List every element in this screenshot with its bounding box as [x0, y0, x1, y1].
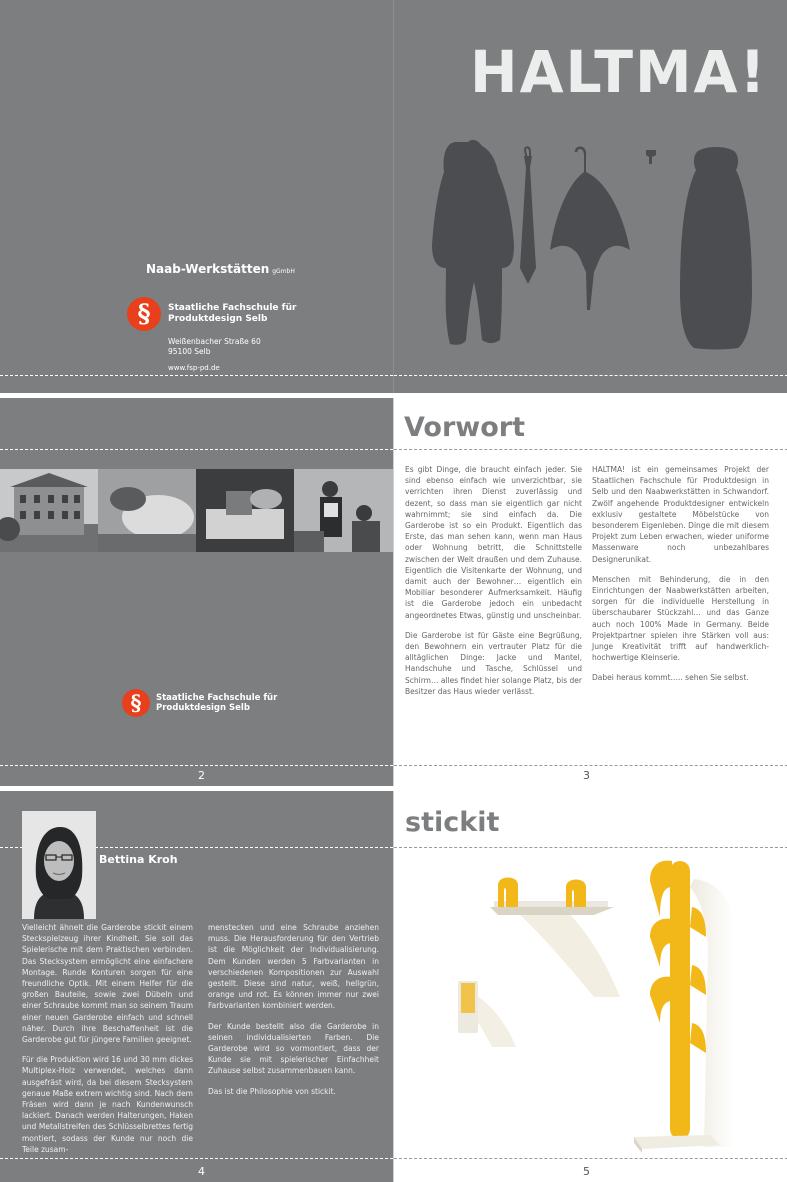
standing-coat-rack-product: [634, 861, 734, 1153]
stickit-product-photo: [394, 847, 787, 1167]
hooded-jacket-silhouette: [432, 140, 514, 345]
cover-back-page: [0, 0, 393, 393]
photo-school-building: [0, 469, 98, 552]
school-logo-icon: §: [127, 297, 161, 331]
text-column-1: [22, 922, 193, 1164]
page-3: [393, 398, 787, 786]
text-column-1: [405, 464, 582, 706]
paragraph: Vielleicht ähnelt die Garderobe stickit einem Steckspielzeug ihrer Kindheit. Sie soll das Spielerische mit dem Praktischen verbinden. Das Stecksystem ermöglicht eine einfachere Montage. Runde Konturen sorgen für eine freundliche Optik. Mit einem Helfer für die großen Bauteile, sowie zwei Dübeln und einer Schraube kommt man so seinem Traum einer neuen Garderobe einfach und schnell näher. Durch ihre Beschaffenheit ist die Garderobe gut für jüngere Familien geeignet.: [22, 923, 193, 1045]
umbrella-handle: [576, 148, 585, 154]
page-5: [393, 791, 787, 1182]
paragraph: Es gibt Dinge, die braucht einfach jeder. Sie sind ebenso einfach wie unverzichtbar, sie verrichten ihren Dienst zuverlässig und dezent, so dass man sie eigentlich gar nicht wahrnimmt; sie sind einfach da. Die Garderobe ist so ein Produkt. Eigentlich das Erste, das man sehen kann, wenn man Haus oder Wohnung betritt, die Schnittstelle zwischen der Welt draußen und dem Zuhause. Eigentlich die Visitenkarte der Wohnung, und damit auch der Bewohner… eigentlich ein Mobiliar besonderer Aufmerksamkeit. Häufig ist die Garderobe jedoch ein unbedacht angeordnetes Etwas, günstig und unscheinbar.: [405, 465, 582, 620]
cover-front-page: [393, 0, 787, 393]
fold-line: [0, 1158, 393, 1159]
photo-drilling-work: [196, 469, 294, 552]
fold-line: [394, 1158, 787, 1159]
page-4: [0, 791, 393, 1182]
page-title: stickit: [405, 807, 500, 838]
fold-line: [0, 765, 393, 766]
fold-line: [0, 449, 393, 450]
necktie-silhouette: [520, 156, 536, 284]
photo-students-group: [294, 469, 393, 552]
paragraph: Der Kunde bestellt also die Garderobe in seinen individualisierten Farben. Die Garderobe wird so vormontiert, dass der Kunde sie mit spielerischer Einfachheit Zuhause selbst zusammenbauen kann.: [208, 1021, 379, 1076]
paragraph: menstecken und eine Schraube anziehen muss. Die Herausforderung für den Vertrieb ist die Möglichkeit der Individualisierung. Dem Kunden werden 5 Farbvarianten in verschiedenen Kompositionen zur Auswahl gestellt. Diese sind natur, weiß, hellgrün, orange und rot. Es können immer nur zwei Farbvarianten kombiniert werden.: [208, 923, 379, 1011]
designer-name: Bettina Kroh: [99, 853, 178, 866]
page-number: 3: [583, 769, 590, 782]
photo-workshop-hands: [98, 469, 196, 552]
text-column-2: [592, 464, 769, 693]
paragraph: Dabei heraus kommt….. sehen Sie selbst.: [592, 673, 749, 683]
coat-silhouette: [680, 147, 752, 350]
fold-line: [0, 375, 393, 376]
fold-line: [394, 765, 787, 766]
partner-logo-naab-werkstaetten: Naab-Werkstätten gGmbH: [146, 262, 295, 276]
page-number: 4: [198, 1165, 205, 1178]
umbrella-silhouette: [550, 152, 630, 310]
fold-line: [394, 449, 787, 450]
paragraph: HALTMA! ist ein gemeinsames Projekt der Staatlichen Fachschule für Produktdesign in Selb und den Naabwerkstätten in Schwandorf. Zwölf angehende Produktdesigner entwickeln exklusiv gestaltete Möbelstücke von besonderem Eigenleben. Dinge die mit diesem Projekt zum Leben erwachen, wieder uniforme Massenware noch unbezahlbares Designerunikat.: [592, 465, 769, 564]
wall-hook-icon: [646, 150, 656, 164]
school-website: www.fsp-pd.de: [168, 364, 220, 372]
wall-shelf-product: [490, 878, 620, 998]
page-title: Vorwort: [404, 412, 525, 443]
paragraph: Das ist die Philosophie von stickit.: [208, 1086, 336, 1096]
paragraph: Menschen mit Behinderung, die in den Einrichtungen der Naabwerkstätten arbeiten, sorgen für die individuelle Herstellung in überschaubarer Stückzahl… und das Ganze auch noch 100% Made in Germany. Beide Projektpartner spielen ihre Stärken voll aus: Junge Kreativität trifft auf handwerklich-hochwertige Kleinserie.: [592, 574, 769, 663]
text-column-2: [208, 922, 379, 1106]
school-logo-icon: §: [122, 689, 150, 717]
school-name: Staatliche Fachschule für Produktdesign Selb: [168, 303, 297, 324]
page-2: [0, 398, 393, 786]
page-number: 2: [198, 769, 205, 782]
key-holder-product: [458, 981, 516, 1047]
fold-line: [394, 375, 787, 376]
coat-rack-silhouettes-illustration: [394, 0, 787, 393]
school-name: Staatliche Fachschule für Produktdesign Selb: [156, 693, 278, 713]
designer-portrait: [22, 811, 96, 919]
school-address: Weißenbacher Straße 60 95100 Selb: [168, 337, 261, 356]
cover-title: HALTMA!: [469, 38, 767, 106]
page-number: 5: [583, 1165, 590, 1178]
paragraph: Für die Produktion wird 16 und 30 mm dickes Multiplex-Holz verwendet, welches dann ausgefräst wird, da bei diesem Stecksystem genaue Maße extrem wichtig sind. Nach dem Fräsen wird dann je nach Kundenwunsch lackiert. Danach werden Halterungen, Haken und Metallstreifen des Schlüsselbrettes fertig montiert, sodass der Kunde nur noch die Teile zusam-: [22, 1055, 193, 1154]
photo-strip: [0, 469, 393, 552]
paragraph: Die Garderobe ist für Gäste eine Begrüßung, den Bewohnern ein vertrauter Platz für die alltäglichen Dinge: Jacke und Mantel, Handschuhe und Tasche, Schlüssel und Schirm… alles findet hier solange Platz, bis der Besitzer das Haus wieder verlässt.: [405, 630, 582, 696]
